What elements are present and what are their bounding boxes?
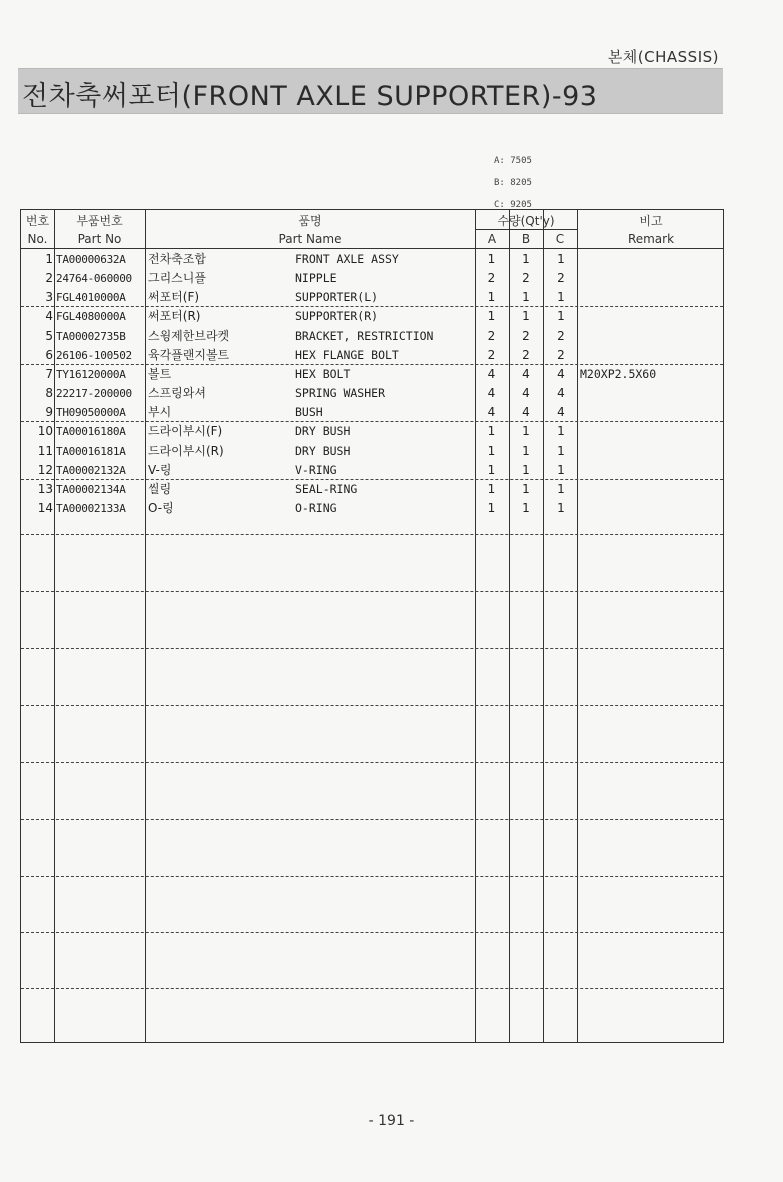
row-remark — [578, 461, 726, 480]
header-qty-b: B — [521, 232, 531, 246]
group-separator — [21, 591, 723, 592]
group-separator — [21, 705, 723, 706]
row-number: 14 — [37, 500, 53, 515]
header-qty: 수량(Qt'y) — [497, 214, 555, 228]
group-separator — [21, 932, 723, 933]
row-name-en: SEAL-RING — [295, 481, 358, 496]
section-label: 본체(CHASSIS) — [607, 48, 719, 66]
group-separator — [21, 876, 723, 877]
group-separator — [21, 648, 723, 649]
row-qty-b: 2 — [522, 347, 530, 362]
row-part-no: TY16120000A — [56, 367, 126, 381]
row-qty-a: 1 — [487, 462, 496, 477]
row-number: 6 — [45, 347, 53, 362]
row-remark — [578, 499, 726, 518]
header-remark-en: Remark — [627, 232, 675, 246]
row-qty-b: 1 — [522, 424, 530, 439]
row-qty-c: 4 — [557, 386, 565, 401]
qty-header-divider — [475, 229, 578, 230]
row-name-ko: 써포터(F) — [148, 290, 200, 305]
header-qty-a: A — [487, 232, 497, 246]
row-name-en: HEX BOLT — [295, 366, 351, 381]
row-name-ko: 드라이부시(F) — [148, 424, 223, 439]
row-name-ko: 볼트 — [148, 366, 172, 381]
row-part-no: TA00002735B — [56, 329, 126, 343]
row-number: 10 — [37, 424, 53, 439]
row-qty-a: 1 — [487, 309, 496, 324]
model-code-c: C: 9205 — [494, 200, 532, 210]
row-qty-a: 1 — [487, 290, 496, 305]
model-code-b: B: 8205 — [494, 178, 532, 188]
row-qty-a: 1 — [487, 443, 496, 458]
row-qty-c: 1 — [557, 424, 565, 439]
row-part-no: TA00016181A — [56, 444, 126, 458]
row-part-no: TA00002133A — [56, 501, 126, 515]
row-name-en: BUSH — [295, 405, 323, 420]
row-number: 1 — [45, 252, 53, 266]
row-qty-a: 4 — [487, 386, 496, 401]
row-name-ko: O-링 — [148, 500, 174, 515]
row-part-no: TA00002134A — [56, 482, 126, 496]
row-name-ko: 스윙제한브라켓 — [148, 328, 230, 343]
group-separator — [21, 762, 723, 763]
row-name-ko: 드라이부시(R) — [148, 443, 224, 458]
row-name-ko: 그리스니플 — [148, 271, 206, 286]
group-separator — [21, 988, 723, 989]
row-name-en: SUPPORTER(R) — [295, 309, 379, 324]
row-qty-a: 2 — [487, 328, 496, 343]
row-qty-c: 1 — [557, 443, 565, 458]
row-qty-c: 1 — [557, 309, 565, 324]
row-qty-b: 1 — [522, 252, 530, 266]
row-number: 13 — [37, 481, 53, 496]
row-remark — [578, 288, 726, 307]
group-separator — [21, 534, 723, 535]
row-name-ko: 스프링와셔 — [148, 386, 206, 401]
row-qty-c: 2 — [557, 271, 565, 286]
row-qty-c: 1 — [557, 252, 565, 266]
row-part-no: 22217-200000 — [56, 387, 132, 401]
row-remark — [578, 403, 726, 422]
row-qty-c: 4 — [557, 405, 565, 420]
row-part-no: TH09050000A — [56, 406, 126, 420]
title-bar — [18, 68, 723, 114]
row-qty-c: 2 — [557, 328, 565, 343]
row-qty-b: 4 — [522, 366, 530, 381]
row-qty-c: 2 — [557, 347, 565, 362]
row-name-en: SUPPORTER(L) — [295, 290, 379, 305]
row-qty-a: 2 — [487, 271, 496, 286]
page-title: 전차축써포터(FRONT AXLE SUPPORTER)-93 — [22, 81, 598, 112]
col-divider — [54, 210, 55, 1042]
row-part-no: TA00000632A — [56, 253, 126, 266]
row-remark — [578, 346, 726, 365]
header-remark-ko: 비고 — [639, 214, 663, 228]
row-number: 12 — [37, 462, 53, 477]
row-name-en: DRY BUSH — [295, 443, 351, 458]
row-name-en: NIPPLE — [295, 271, 337, 286]
row-name-en: O-RING — [295, 500, 337, 515]
row-remark — [578, 327, 726, 346]
row-name-en: BRACKET, RESTRICTION — [295, 328, 434, 343]
row-qty-b: 1 — [522, 462, 530, 477]
row-name-ko: 전차축조합 — [148, 252, 206, 266]
header-no-en: No. — [27, 232, 48, 246]
row-number: 8 — [45, 386, 53, 401]
row-qty-a: 2 — [487, 347, 496, 362]
row-part-no: FGL4080000A — [56, 310, 126, 324]
row-remark — [578, 480, 726, 499]
row-remark: M20XP2.5X60 — [580, 366, 657, 381]
row-qty-a: 1 — [487, 252, 496, 266]
row-name-ko: 써포터(R) — [148, 309, 201, 324]
row-part-no: FGL4010000A — [56, 291, 126, 305]
header-divider — [21, 248, 723, 249]
row-qty-a: 1 — [487, 424, 496, 439]
row-name-en: HEX FLANGE BOLT — [295, 347, 399, 362]
row-number: 7 — [45, 366, 53, 381]
row-number: 3 — [45, 290, 53, 305]
row-part-no: 24764-060000 — [56, 272, 132, 286]
row-qty-c: 1 — [557, 462, 565, 477]
row-qty-b: 1 — [522, 290, 530, 305]
row-part-no: 26106-100502 — [56, 348, 132, 362]
row-number: 5 — [45, 328, 53, 343]
header-partno-en: Part No — [77, 232, 122, 246]
row-qty-b: 1 — [522, 500, 530, 515]
header-no-ko: 번호 — [25, 214, 50, 228]
row-name-en: DRY BUSH — [295, 424, 351, 439]
row-remark — [578, 250, 726, 269]
row-qty-b: 4 — [522, 386, 530, 401]
row-qty-a: 4 — [487, 405, 496, 420]
row-qty-b: 2 — [522, 328, 530, 343]
row-number: 4 — [45, 309, 53, 324]
row-qty-c: 1 — [557, 481, 565, 496]
row-qty-b: 2 — [522, 271, 530, 286]
row-qty-c: 1 — [557, 500, 565, 515]
row-part-no: TA00002132A — [56, 463, 126, 477]
header-name-en: Part Name — [278, 232, 342, 246]
row-remark — [578, 384, 726, 403]
row-qty-a: 1 — [487, 500, 496, 515]
group-separator — [21, 819, 723, 820]
row-name-ko: V-링 — [148, 462, 172, 477]
row-remark — [578, 307, 726, 326]
parts-table — [20, 209, 724, 1043]
row-qty-c: 4 — [557, 366, 565, 381]
row-number: 9 — [45, 405, 53, 420]
row-qty-b: 1 — [522, 481, 530, 496]
row-part-no: TA00016180A — [56, 425, 126, 439]
row-name-ko: 씰링 — [148, 481, 172, 496]
row-remark — [578, 442, 726, 461]
row-qty-a: 4 — [487, 366, 496, 381]
model-code-a: A: 7505 — [494, 156, 532, 166]
row-qty-b: 1 — [522, 309, 530, 324]
row-qty-b: 4 — [522, 405, 530, 420]
row-remark — [578, 269, 726, 288]
row-name-en: V-RING — [295, 462, 337, 477]
row-name-ko: 부시 — [148, 405, 172, 420]
row-name-ko: 육각플랜지볼트 — [148, 347, 230, 362]
row-qty-c: 1 — [557, 290, 565, 305]
row-name-en: FRONT AXLE ASSY — [295, 252, 399, 266]
header-partno-ko: 부품번호 — [76, 214, 123, 228]
row-remark — [578, 422, 726, 441]
row-number: 11 — [37, 443, 53, 458]
row-name-en: SPRING WASHER — [295, 386, 386, 401]
row-number: 2 — [45, 271, 53, 286]
header-qty-c: C — [555, 232, 565, 246]
page-number: - 191 - — [368, 1113, 415, 1129]
row-qty-a: 1 — [487, 481, 496, 496]
header-name-ko: 품명 — [298, 214, 322, 228]
row-qty-b: 1 — [522, 443, 530, 458]
